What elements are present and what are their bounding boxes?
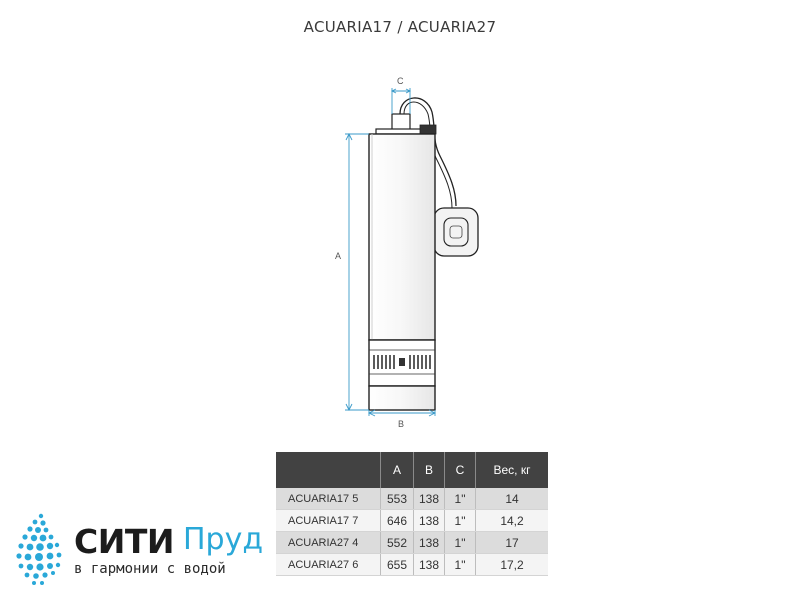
header-model [276, 452, 381, 488]
table-row [276, 532, 548, 554]
cell-c: 1" [445, 532, 476, 554]
page-title: ACUARIA17 / ACUARIA27 [303, 18, 497, 36]
pump-outlet [392, 114, 410, 130]
dimension-b [369, 410, 435, 416]
cell-b: 138 [414, 554, 445, 576]
table-header-row [276, 452, 548, 488]
pump-intake-screen [369, 340, 435, 386]
pump-base [369, 386, 435, 410]
cell-weight: 17,2 [476, 554, 549, 576]
cell-model: ACUARIA27 4 [276, 532, 381, 554]
header-a: A [381, 452, 414, 488]
cell-weight: 17 [476, 532, 549, 554]
brand-logo [8, 510, 278, 590]
cell-b: 138 [414, 532, 445, 554]
header-weight: Вес, кг [476, 452, 549, 488]
pump-body [369, 134, 435, 340]
cell-a: 655 [381, 554, 414, 576]
table-row [276, 510, 548, 532]
brand-name-accent: Пруд [183, 522, 264, 557]
cell-model: ACUARIA17 7 [276, 510, 381, 532]
cell-weight: 14 [476, 488, 549, 510]
cell-a: 553 [381, 488, 414, 510]
dimension-a-label: A [335, 251, 342, 261]
float-switch-icon [434, 208, 478, 256]
cell-c: 1" [445, 488, 476, 510]
cell-a: 552 [381, 532, 414, 554]
dimension-a [345, 134, 369, 410]
brand-name-main: СИТИ [74, 522, 174, 561]
header-c: C [445, 452, 476, 488]
cell-a: 646 [381, 510, 414, 532]
cell-weight: 14,2 [476, 510, 549, 532]
table-row [276, 554, 548, 576]
cell-c: 1" [445, 554, 476, 576]
water-drops-logo-icon [8, 510, 70, 590]
cell-b: 138 [414, 488, 445, 510]
dimension-b-label: B [398, 419, 405, 429]
cell-b: 138 [414, 510, 445, 532]
cell-c: 1" [445, 510, 476, 532]
cell-model: ACUARIA27 6 [276, 554, 381, 576]
header-b: B [414, 452, 445, 488]
brand-tagline: в гармонии с водой [74, 561, 226, 577]
table-row [276, 488, 548, 510]
dimension-c-label: C [397, 76, 404, 86]
spec-table [276, 452, 548, 576]
cell-model: ACUARIA17 5 [276, 488, 381, 510]
